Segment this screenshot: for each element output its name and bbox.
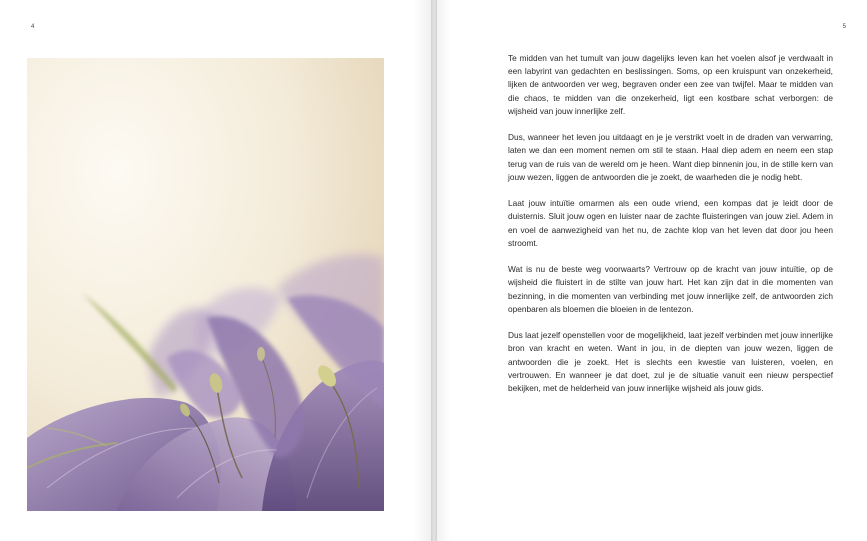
paragraph: Wat is nu de beste weg voorwaarts? Vertrouw op de kracht van jouw intuïtie, op de wijsheid die fluistert in de stilte van jouw hart. Het kan zijn dat in die momenten van bezinning, in die momenten van verbinding met jouw innerlijke zelf, de antwoorden zich openbaren als bloemen die bloeien in de lentezon. [508, 264, 833, 314]
right-gutter-shadow [437, 0, 451, 541]
right-page [437, 0, 867, 541]
flower-illustration [27, 58, 384, 511]
paragraph: Dus laat jezelf openstellen voor de mogelijkheid, laat jezelf verbinden met jouw innerlijke bron van kracht en weten. Want in jou, in de diepten van jouw wezen, liggen de antwoorden die je zoekt. Het is slechts een kwestie van luisteren, voelen, en vertrouwen. En wanneer je dat doet, zul je de situatie vanuit een nieuw perspectief bekijken, met de helderheid van jouw innerlijke wijsheid als jouw gids. [508, 330, 833, 394]
flower-photo [27, 58, 384, 511]
left-gutter-shadow [413, 0, 431, 541]
page-number-right: 5 [842, 24, 846, 30]
paragraph: Laat jouw intuïtie omarmen als een oude vriend, een kompas dat je leidt door de duisternis. Sluit jouw ogen en luister naar de zachte fluisteringen van jouw ziel. Adem in en voel de aanwezigheid van het nu, de zachte klop van het leven dat door jou heen stroomt. [508, 198, 833, 248]
paragraph: Te midden van het tumult van jouw dagelijks leven kan het voelen alsof je verdwaalt in een labyrint van gedachten en beslissingen. Soms, op een kruispunt van onzekerheid, lijken de antwoorden ver weg, begraven onder een zee van twijfel. Maar te midden van die chaos, te midden van die onzekerheid, ligt een kostbare schat verborgen: de wijsheid van jouw innerlijke zelf. [508, 53, 833, 116]
page-number-left: 4 [31, 24, 35, 30]
body-text [508, 52, 833, 408]
paragraph: Dus, wanneer het leven jou uitdaagt en je je verstrikt voelt in de draden van verwarring, laten we dan een moment nemen om stil te staan. Haal diep adem en neem een stap terug van de ruis van de wereld om je heen. Want diep binnenin jou, in de stille kern van jouw wezen, liggen de antwoorden die je zoekt, de waarheden die je nodig hebt. [508, 132, 833, 182]
left-page [0, 0, 431, 541]
